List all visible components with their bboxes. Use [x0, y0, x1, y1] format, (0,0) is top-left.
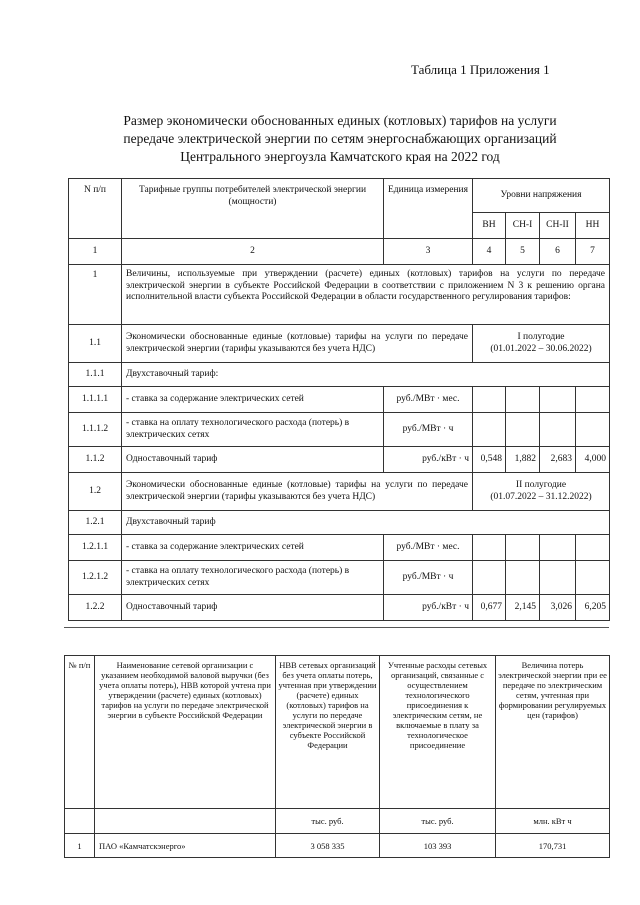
header-num: № п/п [65, 656, 95, 809]
unit-cell [65, 809, 95, 834]
period-cell [473, 325, 610, 363]
row-num: 1.1.1.2 [69, 413, 122, 447]
row-text: Экономически обоснованные единые (котловые) тарифы на услуги по передаче электрической энергии (тарифы указываются без учета НДС) [122, 473, 473, 511]
value-sn2: 3,026 [540, 595, 576, 621]
table-row [69, 561, 610, 595]
value-cell [506, 387, 540, 413]
title-line: Центрального энергоузла Камчатского края на 2022 год [180, 149, 500, 164]
table-caption: Таблица 1 Приложения 1 [411, 62, 550, 77]
header-level-sn1: СН-I [506, 213, 540, 239]
value-cell [540, 535, 576, 561]
header-name: Наименование сетевой организации с указанием необходимой валовой выручки (без учета оплаты потерь), НВВ которой учтена при утверждении (расчете) единых (котловых) тарифов на услуги по передаче электрической энергии в субъекте Российской Федерации [95, 656, 276, 809]
table-row [69, 413, 610, 447]
period-dates: (01.01.2022 – 30.06.2022) [490, 343, 592, 354]
value-cell [576, 561, 610, 595]
value-cell [506, 535, 540, 561]
column-number: 2 [122, 239, 384, 265]
table-row [69, 325, 610, 363]
row-text: - ставка за содержание электрических сетей [122, 535, 384, 561]
header-level-sn2: СН-II [540, 213, 576, 239]
table-row [69, 387, 610, 413]
unit-costs: тыс. руб. [380, 809, 496, 834]
header-unit: Единица измерения [384, 179, 473, 239]
row-text: - ставка за содержание электрических сетей [122, 387, 384, 413]
row-unit: руб./кВт · ч [384, 447, 473, 473]
separator-line [64, 627, 609, 628]
tariff-table [68, 178, 610, 621]
table-row [69, 363, 610, 387]
title-line: передаче электрической энергии по сетям энергоснабжающих организаций [123, 131, 557, 146]
table-row [69, 473, 610, 511]
column-number: 1 [69, 239, 122, 265]
value-cell [473, 413, 506, 447]
table-row [69, 595, 610, 621]
row-num: 1.2.2 [69, 595, 122, 621]
org-name: ПАО «Камчатскэнерго» [95, 834, 276, 858]
row-num: 1.2.1.2 [69, 561, 122, 595]
document-title [60, 112, 620, 166]
unit-losses: млн. кВт ч [496, 809, 610, 834]
period-label: I полугодие [517, 332, 565, 342]
table-row [69, 535, 610, 561]
title-line: Размер экономически обоснованных единых (котловых) тарифов на услуги [123, 113, 557, 128]
row-num: 1.2.1.1 [69, 535, 122, 561]
value-cell [576, 413, 610, 447]
value-cell [576, 387, 610, 413]
header-costs: Учтенные расходы сетевых организаций, связанные с осуществлением технологического присоединения к электрическим сетям, не включаемые в плату за технологическое присоединение [380, 656, 496, 809]
row-text: Двухставочный тариф: [122, 363, 610, 387]
row-num: 1 [65, 834, 95, 858]
network-organizations-table [64, 655, 610, 858]
row-unit: руб./МВт · ч [384, 413, 473, 447]
row-num: 1.1 [69, 325, 122, 363]
table-row [69, 511, 610, 535]
row-unit: руб./МВт · ч [384, 561, 473, 595]
value-losses: 170,731 [496, 834, 610, 858]
row-num: 1.1.1.1 [69, 387, 122, 413]
header-level-vn: ВН [473, 213, 506, 239]
row-text: - ставка на оплату технологического расхода (потерь) в электрических сетях [122, 413, 384, 447]
header-losses: Величина потерь электрической энергии при ее передаче по электрическим сетям, учтенная при формировании регулируемых цен (тарифов) [496, 656, 610, 809]
value-cell [540, 387, 576, 413]
value-vn: 0,548 [473, 447, 506, 473]
value-cell [506, 561, 540, 595]
value-cell [473, 535, 506, 561]
value-nn: 4,000 [576, 447, 610, 473]
column-number: 6 [540, 239, 576, 265]
row-num: 1.1.1 [69, 363, 122, 387]
table-row [65, 834, 610, 858]
value-cell [506, 413, 540, 447]
row-num: 1.2.1 [69, 511, 122, 535]
table-row [69, 265, 610, 325]
unit-nvv: тыс. руб. [276, 809, 380, 834]
value-cell [540, 413, 576, 447]
value-cell [473, 561, 506, 595]
value-cell [576, 535, 610, 561]
header-levels: Уровни напряжения [473, 179, 610, 213]
column-number: 3 [384, 239, 473, 265]
table-row [69, 447, 610, 473]
row-text: Одноставочный тариф [122, 595, 384, 621]
row-num: 1.1.2 [69, 447, 122, 473]
value-nvv: 3 058 335 [276, 834, 380, 858]
value-costs: 103 393 [380, 834, 496, 858]
unit-cell [95, 809, 276, 834]
header-nvv: НВВ сетевых организаций без учета оплаты потерь, учтенная при утверждении (расчете) единых (котловых) тарифов на услуги по передаче электрической энергии в субъекте Российской Федерации [276, 656, 380, 809]
period-label: II полугодие [515, 480, 567, 490]
value-sn1: 1,882 [506, 447, 540, 473]
header-groups: Тарифные группы потребителей электрической энергии (мощности) [122, 179, 384, 239]
row-num: 1.2 [69, 473, 122, 511]
header-level-nn: НН [576, 213, 610, 239]
row-text: Величины, используемые при утверждении (расчете) единых (котловых) тарифов на услуги по передаче электрической энергии в субъекте Российской Федерации в соответствии с приложением N 3 к решению органа исполнительной власти субъекта Российской Федерации в области государственного регулирования тарифов: [122, 265, 610, 325]
row-text: - ставка на оплату технологического расхода (потерь) в электрических сетях [122, 561, 384, 595]
column-number: 4 [473, 239, 506, 265]
row-unit: руб./кВт · ч [384, 595, 473, 621]
column-number: 5 [506, 239, 540, 265]
row-unit: руб./МВт · мес. [384, 535, 473, 561]
value-cell [540, 561, 576, 595]
value-sn1: 2,145 [506, 595, 540, 621]
value-cell [473, 387, 506, 413]
period-dates: (01.07.2022 – 31.12.2022) [490, 491, 592, 502]
value-sn2: 2,683 [540, 447, 576, 473]
period-cell [473, 473, 610, 511]
header-num: N п/п [69, 179, 122, 239]
value-nn: 6,205 [576, 595, 610, 621]
row-num: 1 [69, 265, 122, 325]
row-unit: руб./МВт · мес. [384, 387, 473, 413]
value-vn: 0,677 [473, 595, 506, 621]
row-text: Одноставочный тариф [122, 447, 384, 473]
row-text: Двухставочный тариф [122, 511, 610, 535]
row-text: Экономически обоснованные единые (котловые) тарифы на услуги по передаче электрической энергии (тарифы указываются без учета НДС) [122, 325, 473, 363]
column-number: 7 [576, 239, 610, 265]
